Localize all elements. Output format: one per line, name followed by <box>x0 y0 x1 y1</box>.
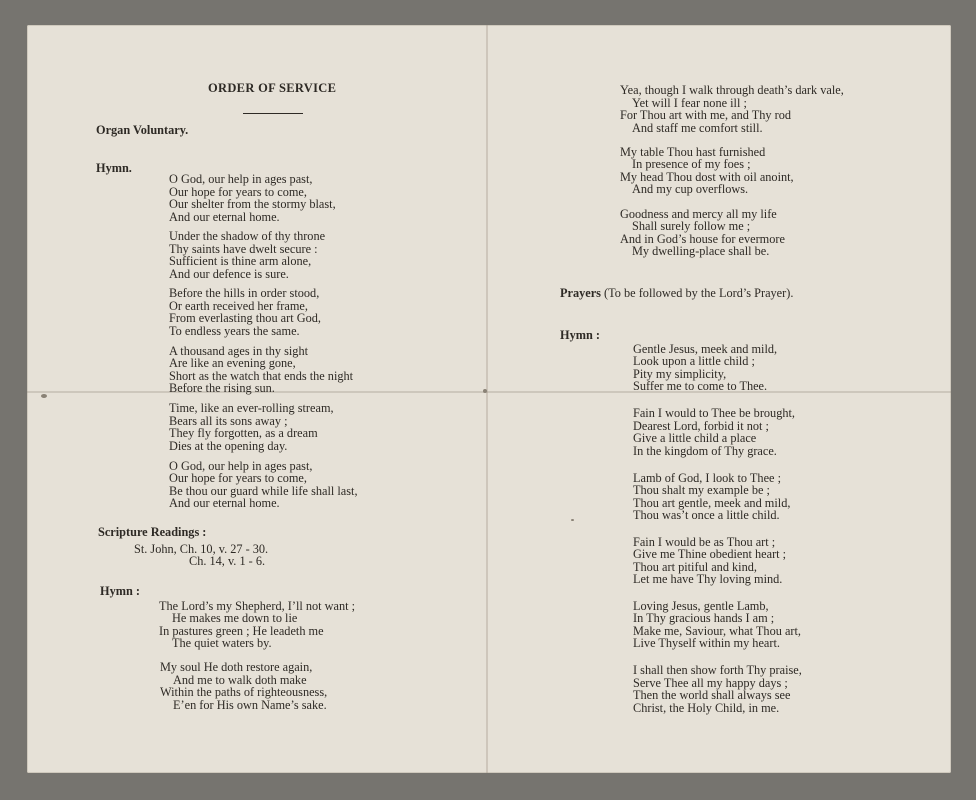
hymn-line: Suffer me to come to Thee. <box>633 379 768 393</box>
hymn-line: Our hope for years to come, <box>169 471 307 485</box>
hymn-line: Then the world shall always see <box>633 688 791 702</box>
hymn-line: Let me have Thy loving mind. <box>633 572 783 586</box>
scripture-reading: St. John, Ch. 10, v. 27 - 30. <box>134 542 269 556</box>
stain-mark <box>483 389 487 393</box>
hymn-heading: Hymn : <box>560 328 600 342</box>
hymn-line: Thou art pitiful and kind, <box>633 560 757 574</box>
hymn-line: The quiet waters by. <box>172 636 272 650</box>
hymn-line: Thou was’t once a little child. <box>633 508 780 522</box>
hymn-line: Yea, though I walk through death’s dark vale, <box>620 83 844 97</box>
hymn-line: Fain I would be as Thou art ; <box>633 535 776 549</box>
stain-mark <box>41 394 47 398</box>
hymn-line: Be thou our guard while life shall last, <box>169 484 358 498</box>
hymn-line: And my cup overflows. <box>632 182 749 196</box>
hymn-line: Our shelter from the stormy blast, <box>169 197 336 211</box>
hymn-line: To endless years the same. <box>169 324 300 338</box>
hymn-line: My soul He doth restore again, <box>160 660 313 674</box>
hymn-line: O God, our help in ages past, <box>169 459 313 473</box>
horizontal-fold <box>27 391 951 393</box>
hymn-line: Give a little child a place <box>633 431 757 445</box>
scripture-reading: Ch. 14, v. 1 - 6. <box>189 554 266 568</box>
hymn-line: And in God’s house for evermore <box>620 232 785 246</box>
title-rule <box>243 113 303 114</box>
hymn-line: And me to walk doth make <box>173 673 307 687</box>
hymn-heading: Hymn. <box>96 161 132 175</box>
prayers-label: Prayers <box>560 286 601 300</box>
hymn-line: Thou shalt my example be ; <box>633 483 770 497</box>
hymn-line: Are like an evening gone, <box>169 356 296 370</box>
hymn-line: Yet will I fear none ill ; <box>632 96 747 110</box>
hymn-line: Fain I would to Thee be brought, <box>633 406 795 420</box>
hymn-line: I shall then show forth Thy praise, <box>633 663 802 677</box>
hymn-line: A thousand ages in thy sight <box>169 344 309 358</box>
hymn-line: Before the rising sun. <box>169 381 275 395</box>
hymn-line: For Thou art with me, and Thy rod <box>620 108 791 122</box>
hymn-line: Under the shadow of thy throne <box>169 229 326 243</box>
hymn-line: O God, our help in ages past, <box>169 172 313 186</box>
organ-voluntary: Organ Voluntary. <box>96 123 189 137</box>
hymn-line: Make me, Saviour, what Thou art, <box>633 624 801 638</box>
hymn-line: In Thy gracious hands I am ; <box>633 611 775 625</box>
hymn-line: Dearest Lord, forbid it not ; <box>633 419 769 433</box>
hymn-line: The Lord’s my Shepherd, I’ll not want ; <box>159 599 356 613</box>
page-title: ORDER OF SERVICE <box>208 81 337 95</box>
center-fold <box>486 25 488 773</box>
hymn-line: E’en for His own Name’s sake. <box>173 698 327 712</box>
hymn-line: Our hope for years to come, <box>169 185 307 199</box>
hymn-line: He makes me down to lie <box>172 611 298 625</box>
hymn-line: Shall surely follow me ; <box>632 219 751 233</box>
hymn-line: Serve Thee all my happy days ; <box>633 676 788 690</box>
hymn-line: And our defence is sure. <box>169 267 289 281</box>
hymn-line: Thy saints have dwelt secure : <box>169 242 318 256</box>
prayers-note: (To be followed by the Lord’s Prayer). <box>604 286 794 300</box>
hymn-line: Christ, the Holy Child, in me. <box>633 701 780 715</box>
hymn-line: Sufficient is thine arm alone, <box>169 254 312 268</box>
hymn-heading: Hymn : <box>100 584 140 598</box>
hymn-line: In presence of my foes ; <box>632 157 751 171</box>
hymn-line: Gentle Jesus, meek and mild, <box>633 342 778 356</box>
hymn-line: My table Thou hast furnished <box>620 145 766 159</box>
hymn-line: Bears all its sons away ; <box>169 414 288 428</box>
hymn-line: Look upon a little child ; <box>633 354 755 368</box>
hymn-line: From everlasting thou art God, <box>169 311 321 325</box>
hymn-line: Within the paths of righteousness, <box>160 685 328 699</box>
scripture-heading: Scripture Readings : <box>98 525 207 539</box>
hymn-line: And our eternal home. <box>169 210 280 224</box>
hymn-line: Time, like an ever-rolling stream, <box>169 401 334 415</box>
prayers-line <box>560 287 793 300</box>
hymn-line: Thou art gentle, meek and mild, <box>633 496 791 510</box>
hymn-line: And staff me comfort still. <box>632 121 763 135</box>
hymn-line: Lamb of God, I look to Thee ; <box>633 471 781 485</box>
hymn-line: My head Thou dost with oil anoint, <box>620 170 794 184</box>
hymn-line: Dies at the opening day. <box>169 439 288 453</box>
hymn-line: Or earth received her frame, <box>169 299 308 313</box>
hymn-line: Goodness and mercy all my life <box>620 207 777 221</box>
hymn-line: Give me Thine obedient heart ; <box>633 547 787 561</box>
hymn-line: Short as the watch that ends the night <box>169 369 354 383</box>
hymn-line: Loving Jesus, gentle Lamb, <box>633 599 769 613</box>
hymn-line: In the kingdom of Thy grace. <box>633 444 777 458</box>
hymn-line: And our eternal home. <box>169 496 280 510</box>
hymn-line: Pity my simplicity, <box>633 367 727 381</box>
hymn-line: Live Thyself within my heart. <box>633 636 780 650</box>
hymn-line: Before the hills in order stood, <box>169 286 320 300</box>
stain-mark <box>571 519 574 521</box>
hymn-line: My dwelling-place shall be. <box>632 244 770 258</box>
hymn-line: In pastures green ; He leadeth me <box>159 624 324 638</box>
hymn-line: They fly forgotten, as a dream <box>169 426 318 440</box>
